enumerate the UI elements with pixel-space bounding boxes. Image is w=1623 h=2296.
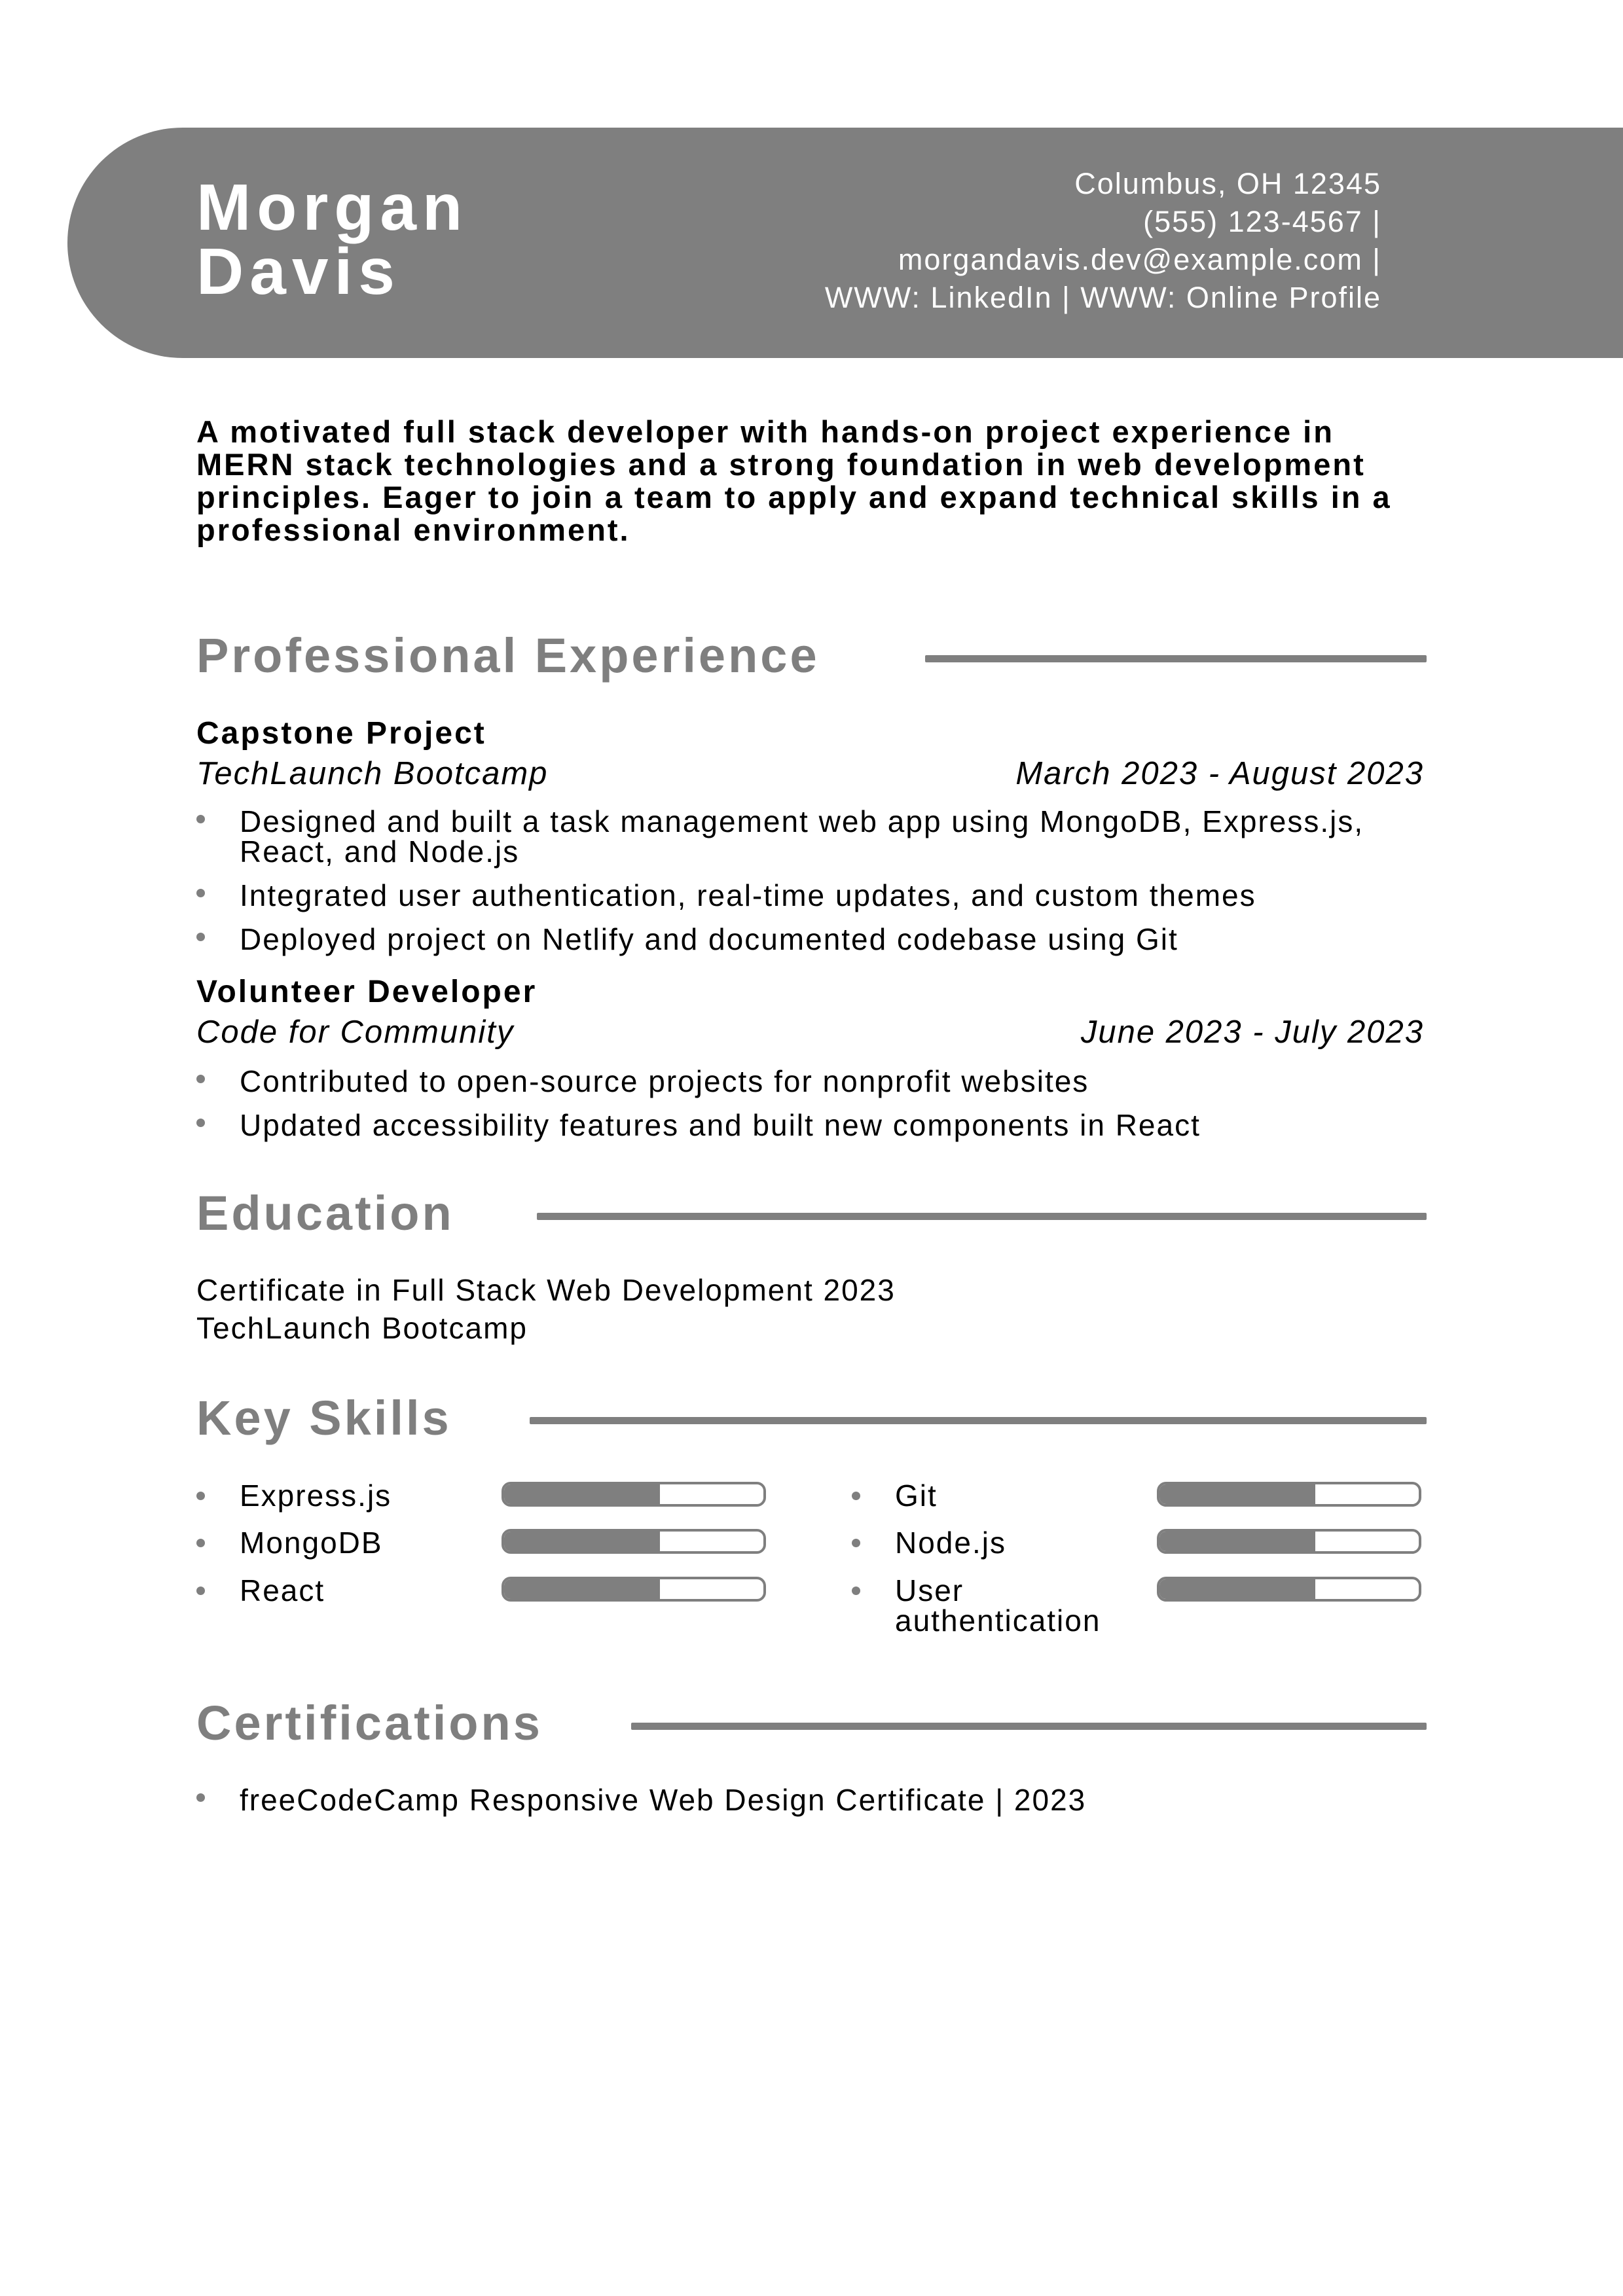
list-item: [196, 1785, 1427, 1815]
contact-info: [825, 165, 1381, 317]
skill-name: Git: [895, 1479, 938, 1513]
job-org-2: Code for Community: [196, 1014, 515, 1050]
skill-level-fill: [1159, 1532, 1315, 1551]
job-title-1: Capstone Project: [196, 716, 486, 751]
bullet-text: Deployed project on Netlify and documented codebase using Git: [240, 922, 1178, 956]
bullet-icon: [196, 1075, 205, 1083]
list-item: [196, 880, 1427, 910]
skill-level-fill: [504, 1579, 660, 1599]
skill-name: Node.js: [895, 1526, 1006, 1560]
candidate-name: [196, 171, 469, 308]
skill-item: [196, 1480, 766, 1526]
list-item: [196, 806, 1427, 867]
bullet-icon: [196, 1587, 205, 1595]
bullet-icon: [196, 889, 205, 897]
certifications-list: [196, 1785, 1427, 1829]
bullet-icon: [852, 1587, 860, 1595]
bullet-icon: [852, 1492, 860, 1500]
certifications-heading-rule: [631, 1723, 1427, 1730]
list-item: [196, 1110, 1427, 1140]
education-credential: Certificate in Full Stack Web Development 2023: [196, 1273, 896, 1307]
contact-links[interactable]: WWW: LinkedIn | WWW: Online Profile: [824, 281, 1381, 314]
list-item: [196, 924, 1427, 954]
skill-item: [852, 1575, 1421, 1647]
skill-level-fill: [1159, 1484, 1315, 1504]
skill-item: [196, 1575, 766, 1621]
name-last: Davis: [196, 235, 401, 308]
bullet-icon: [196, 1492, 205, 1500]
professional-summary: A motivated full stack developer with hands-on project experience in MERN stack technologies and a strong foundation in web development principles. Eager to join a team to apply and expand technical skills in a professional environment.: [196, 414, 1392, 547]
education-institution: TechLaunch Bootcamp: [196, 1311, 528, 1345]
bullet-icon: [852, 1539, 860, 1547]
bullet-icon: [196, 1793, 205, 1802]
job-title-2: Volunteer Developer: [196, 975, 538, 1009]
job-dates-2: June 2023 - July 2023: [1080, 1014, 1424, 1050]
skill-level-bar: [501, 1482, 766, 1507]
skill-item: [852, 1528, 1421, 1573]
list-item: [196, 1066, 1427, 1096]
skill-level-fill: [504, 1532, 660, 1551]
job-bullets-1: [196, 806, 1427, 968]
job-dates-1: March 2023 - August 2023: [1015, 756, 1424, 791]
bullet-text: Integrated user authentication, real-time updates, and custom themes: [240, 878, 1256, 912]
skill-item: [852, 1480, 1421, 1526]
bullet-icon: [196, 815, 205, 823]
skill-name: React: [240, 1573, 325, 1607]
skill-name: Express.js: [240, 1479, 392, 1513]
experience-heading-rule: [925, 655, 1427, 662]
bullet-icon: [196, 1119, 205, 1127]
education-heading-rule: [537, 1213, 1427, 1220]
bullet-icon: [196, 1539, 205, 1547]
contact-phone: (555) 123-4567 |: [1143, 205, 1381, 238]
skill-name: User authentication: [895, 1573, 1101, 1638]
skills-heading-rule: [530, 1417, 1427, 1424]
contact-location: Columbus, OH 12345: [1074, 167, 1381, 200]
skill-level-bar: [1157, 1529, 1421, 1554]
job-bullets-2: [196, 1066, 1427, 1154]
skill-level-bar: [1157, 1482, 1421, 1507]
skill-level-fill: [1159, 1579, 1315, 1599]
name-first: Morgan: [196, 171, 469, 244]
skill-name: MongoDB: [240, 1526, 383, 1560]
certifications-heading: Certifications: [196, 1696, 543, 1750]
bullet-text: Updated accessibility features and built new components in React: [240, 1108, 1201, 1142]
experience-heading: Professional Experience: [196, 628, 820, 683]
skill-level-bar: [1157, 1577, 1421, 1602]
job-org-1: TechLaunch Bootcamp: [196, 756, 549, 791]
skill-level-bar: [501, 1529, 766, 1554]
skill-level-fill: [504, 1484, 660, 1504]
bullet-text: Contributed to open-source projects for nonprofit websites: [240, 1064, 1089, 1098]
skill-level-bar: [501, 1577, 766, 1602]
skills-heading: Key Skills: [196, 1391, 452, 1445]
bullet-text: Designed and built a task management web app using MongoDB, Express.js, React, and Node.js: [240, 804, 1364, 869]
certification-text: freeCodeCamp Responsive Web Design Certificate | 2023: [240, 1783, 1087, 1817]
skill-item: [196, 1528, 766, 1573]
bullet-icon: [196, 933, 205, 941]
contact-email[interactable]: morgandavis.dev@example.com |: [898, 243, 1381, 276]
education-heading: Education: [196, 1186, 454, 1240]
